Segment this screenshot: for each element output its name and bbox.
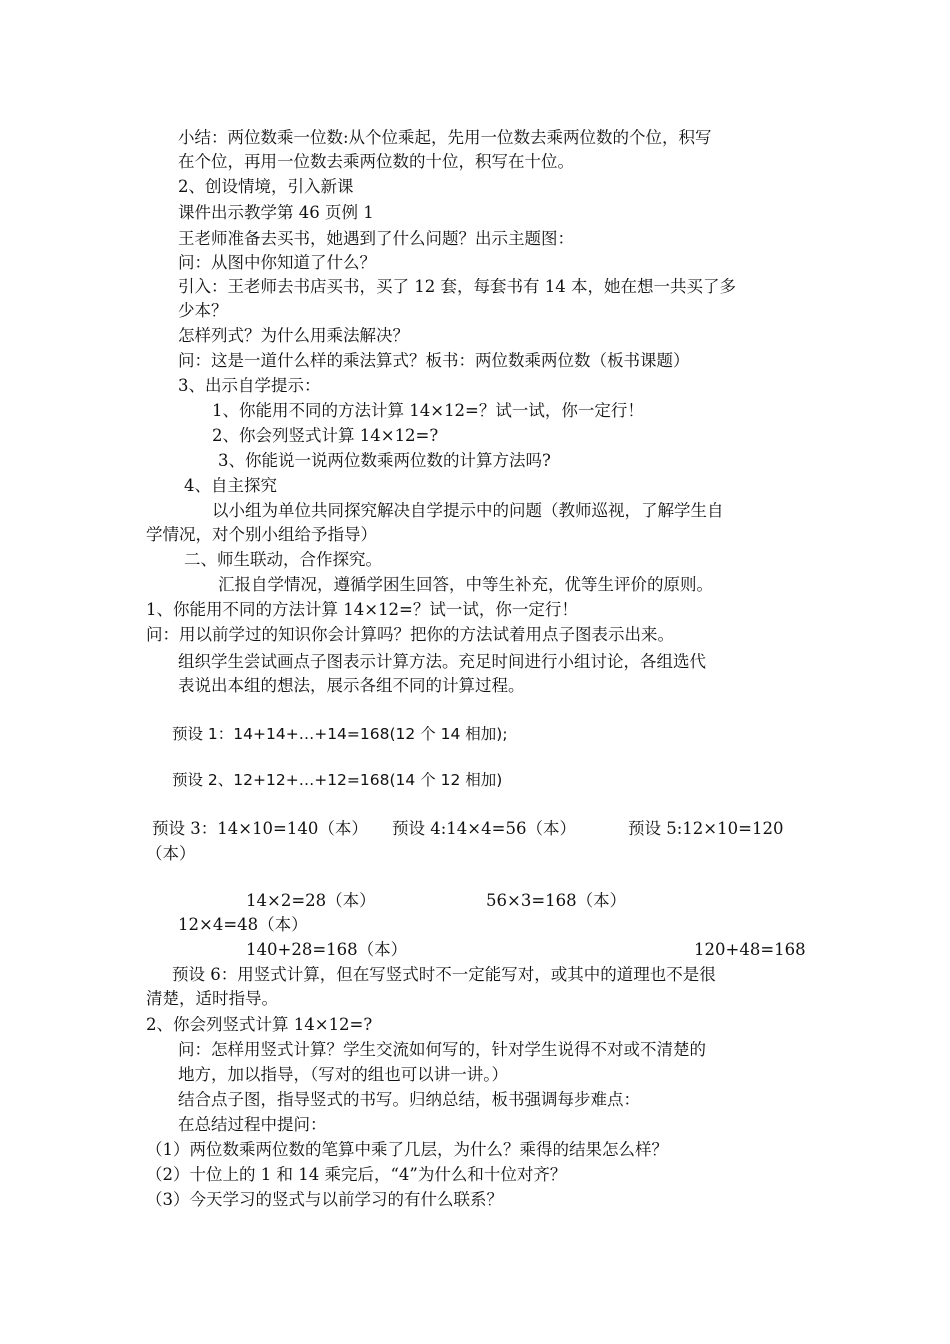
paragraph-line: 王老师准备去买书，她遇到了什么问题？出示主题图：	[178, 229, 574, 248]
paragraph-line: 1、你能用不同的方法计算 14×12=？试一试，你一定行！	[146, 600, 578, 619]
summary-line-1: 小结：两位数乘一位数:从个位乘起，先用一位数去乘两位数的个位，积写	[178, 128, 712, 147]
paragraph-line: 问：这是一道什么样的乘法算式？板书：两位数乘两位数（板书课题）	[178, 351, 690, 370]
list-item: 1、你能用不同的方法计算 14×12=？试一试，你一定行！	[212, 401, 644, 420]
section-heading: 4、自主探究	[184, 476, 277, 495]
preset-5: 预设 5:12×10=120	[628, 819, 784, 838]
paragraph-line: 少本？	[178, 301, 228, 320]
paragraph-line: 怎样列式？为什么用乘法解决？	[178, 326, 409, 345]
section-heading: 二、师生联动，合作探究。	[184, 550, 382, 569]
calc-step: 12×4=48（本）	[178, 915, 308, 934]
paragraph-line: 结合点子图，指导竖式的书写。归纳总结，板书强调每步难点：	[178, 1090, 640, 1109]
paragraph-line: 汇报自学情况，遵循学困生回答，中等生补充，优等生评价的原则。	[218, 575, 713, 594]
paragraph-line: 问：从图中你知道了什么？	[178, 253, 376, 272]
paragraph-line: 以小组为单位共同探究解决自学提示中的问题（教师巡视，了解学生自	[212, 501, 724, 520]
paragraph-line: 课件出示教学第 46 页例 1	[178, 203, 374, 222]
paragraph-line: 2、你会列竖式计算 14×12=?	[146, 1015, 373, 1034]
calc-step: 140+28=168（本）	[246, 940, 408, 959]
paragraph-line: 学情况，对个别小组给予指导）	[146, 525, 377, 544]
list-item: 2、你会列竖式计算 14×12=?	[212, 426, 439, 445]
question-item: （1）两位数乘两位数的笔算中乘了几层，为什么？乘得的结果怎么样？	[146, 1140, 668, 1159]
paragraph-line: 组织学生尝试画点子图表示计算方法。充足时间进行小组讨论，各组选代	[178, 652, 706, 671]
paragraph-line: 在总结过程中提问：	[178, 1115, 327, 1134]
paragraph-line: 问：用以前学过的知识你会计算吗？把你的方法试着用点子图表示出来。	[146, 625, 674, 644]
calc-step: 14×2=28（本）	[246, 891, 376, 910]
section-heading: 2、创设情境，引入新课	[178, 177, 354, 196]
paragraph-line: 表说出本组的想法，展示各组不同的计算过程。	[178, 676, 525, 695]
paragraph-line: 引入：王老师去书店买书，买了 12 套，每套书有 14 本，她在想一共买了多	[178, 277, 736, 296]
preset-3: 预设 3：14×10=140（本）	[152, 819, 368, 838]
calc-step: 56×3=168（本）	[486, 891, 627, 910]
preset-2: 预设 2、12+12+…+12=168(14 个 12 相加)	[172, 771, 503, 789]
preset-6: 预设 6：用竖式计算，但在写竖式时不一定能写对，或其中的道理也不是很	[172, 965, 716, 984]
preset-4: 预设 4:14×4=56（本）	[392, 819, 576, 838]
paragraph-line: 问：怎样用竖式计算？学生交流如何写的，针对学生说得不对或不清楚的	[178, 1040, 706, 1059]
paragraph-line: 地方，加以指导，（写对的组也可以讲一讲。）	[178, 1065, 508, 1084]
section-heading: 3、出示自学提示：	[178, 376, 321, 395]
preset-1: 预设 1：14+14+…+14=168(12 个 14 相加);	[172, 725, 508, 743]
paragraph-line: 清楚，适时指导。	[146, 989, 278, 1008]
list-item: 3、你能说一说两位数乘两位数的计算方法吗?	[218, 451, 551, 470]
question-item: （2）十位上的 1 和 14 乘完后，“4”为什么和十位对齐？	[146, 1165, 567, 1184]
preset-5-unit: （本）	[146, 844, 196, 863]
calc-step: 120+48=168	[694, 940, 806, 959]
summary-line-2: 在个位，再用一位数去乘两位数的十位，积写在十位。	[178, 152, 574, 171]
question-item: （3）今天学习的竖式与以前学习的有什么联系？	[146, 1190, 503, 1209]
